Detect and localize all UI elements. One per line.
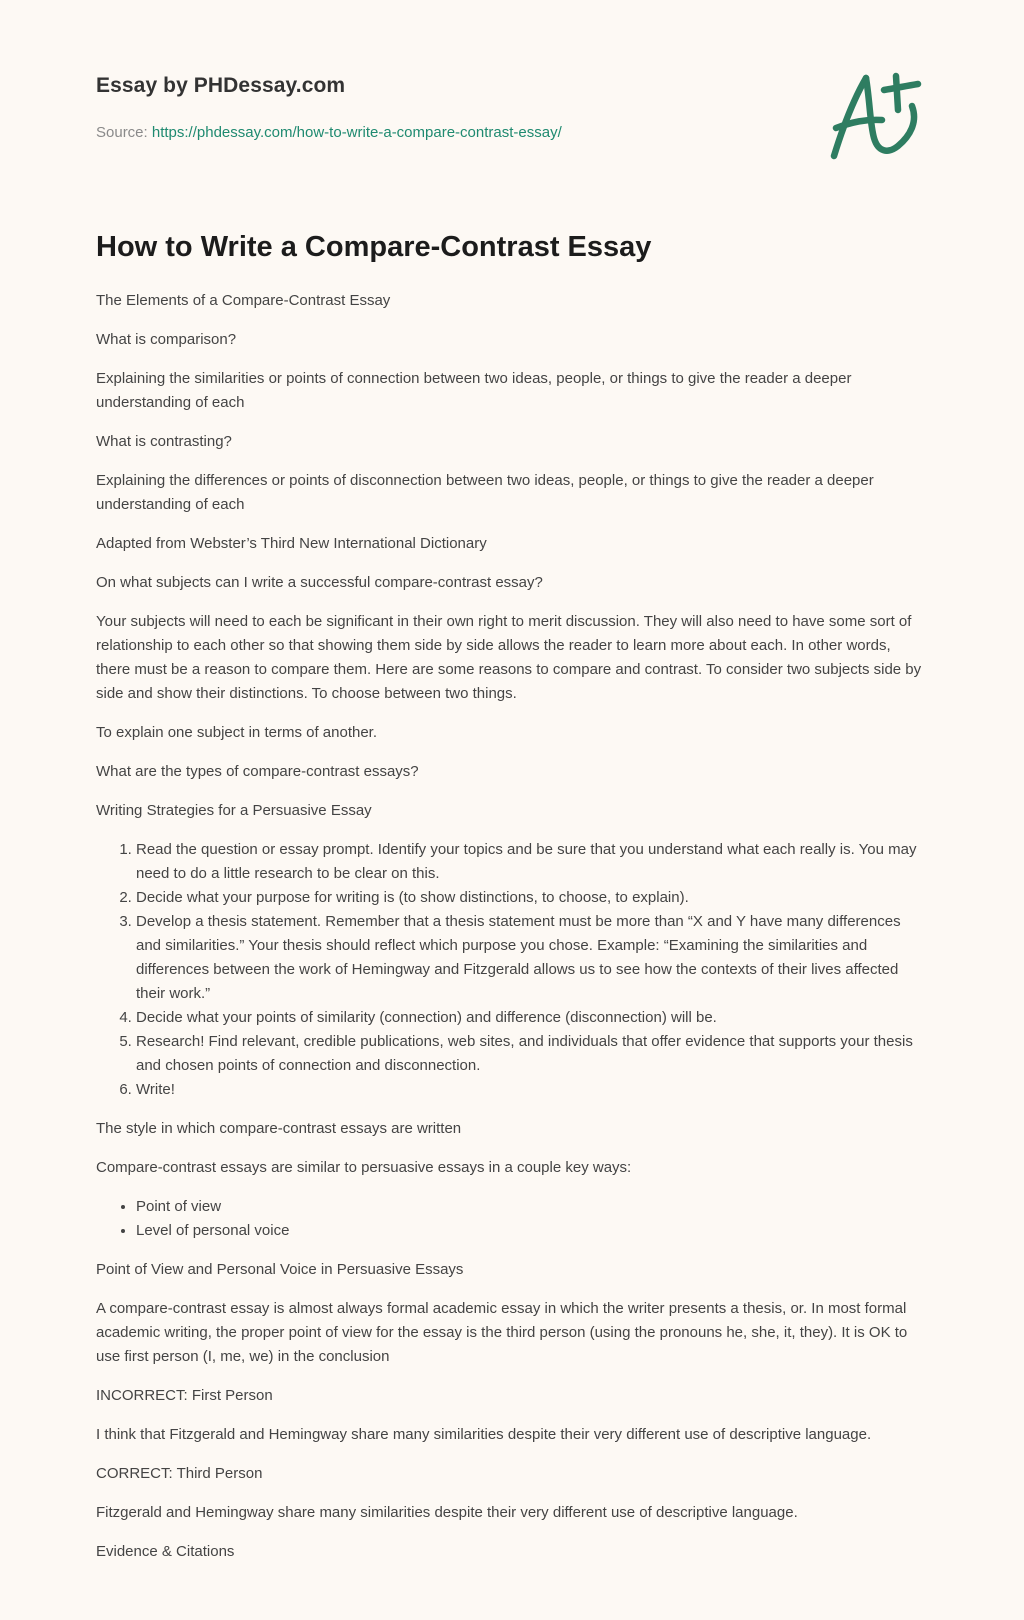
a-plus-grade-icon	[826, 68, 930, 164]
list-item: 3. Develop a thesis statement. Remember that a thesis statement must be more than “X and Y have many differences and similarities.” Your thesis should reflect which purpose you chose. Example: “Examining the similarities and differences between the work of Hemingway and Fitzgerald allows us to see how the contexts of their lives affected their work.”	[136, 910, 928, 1006]
paragraph: I think that Fitzgerald and Hemingway share many similarities despite their very different use of descriptive language.	[96, 1425, 872, 1443]
list-item: 2. Decide what your purpose for writing is (to show distinctions, to choose, to explain).	[136, 886, 928, 910]
strategy-steps-list	[96, 838, 928, 1102]
paragraph: Fitzgerald and Hemingway share many similarities despite their very different use of descriptive language.	[96, 1503, 798, 1521]
paragraph: Explaining the similarities or points of connection between two ideas, people, or things to give the reader a deeper understanding of each	[96, 369, 852, 411]
list-item: 5. Research! Find relevant, credible publications, web sites, and individuals that offer evidence that supports your thesis and chosen points of connection and disconnection.	[136, 1030, 928, 1078]
source-line	[96, 124, 562, 141]
paragraph: The Elements of a Compare-Contrast Essay	[96, 291, 391, 309]
list-item: • Level of personal voice	[136, 1219, 928, 1243]
paragraph: What is comparison?	[96, 330, 237, 348]
paragraph: Writing Strategies for a Persuasive Essay	[96, 801, 372, 819]
list-item: 4. Decide what your points of similarity (connection) and difference (disconnection) will be.	[136, 1006, 928, 1030]
paragraph: What is contrasting?	[96, 432, 232, 450]
source-label: Source:	[96, 124, 152, 141]
paragraph: CORRECT: Third Person	[96, 1464, 263, 1482]
paragraph: Evidence & Citations	[96, 1542, 235, 1560]
paragraph: Explaining the differences or points of disconnection between two ideas, people, or things to give the reader a deeper understanding of each	[96, 471, 874, 513]
paragraph: Your subjects will need to each be significant in their own right to merit discussion. They will also need to have some sort of relationship to each other so that showing them side by side allows the reader to learn more about each. In other words, there must be a reason to compare them. Here are some reasons to compare and contrast. To consider two subjects side by side and show their distinctions. To choose between two things.	[96, 612, 922, 702]
page-header	[96, 0, 928, 200]
paragraph: The style in which compare-contrast essays are written	[96, 1119, 462, 1137]
source-link[interactable]: https://phdessay.com/how-to-write-a-compare-contrast-essay/	[151, 124, 562, 141]
list-item: 1. Read the question or essay prompt. Identify your topics and be sure that you understand what each really is. You may need to do a little research to be clear on this.	[136, 838, 928, 886]
paragraph: What are the types of compare-contrast essays?	[96, 762, 419, 780]
list-item: 6. Write!	[136, 1078, 928, 1102]
paragraph: On what subjects can I write a successful compare-contrast essay?	[96, 573, 543, 591]
paragraph: Point of View and Personal Voice in Persuasive Essays	[96, 1260, 464, 1278]
document-title: How to Write a Compare-Contrast Essay	[96, 231, 652, 263]
similarity-points-list	[96, 1195, 928, 1243]
paragraph: Adapted from Webster’s Third New International Dictionary	[96, 534, 487, 552]
paragraph: Compare-contrast essays are similar to persuasive essays in a couple key ways:	[96, 1158, 632, 1176]
document-body	[96, 289, 928, 1564]
list-item: • Point of view	[136, 1195, 928, 1219]
paragraph: A compare-contrast essay is almost always formal academic essay in which the writer presents a thesis, or. In most formal academic writing, the proper point of view for the essay is the third person (using the pronouns he, she, it, they). It is OK to use first person (I, me, we) in the conclusion	[96, 1299, 908, 1365]
brand-title: Essay by PHDessay.com	[96, 74, 346, 97]
paragraph: To explain one subject in terms of another.	[96, 723, 378, 741]
paragraph: INCORRECT: First Person	[96, 1386, 273, 1404]
